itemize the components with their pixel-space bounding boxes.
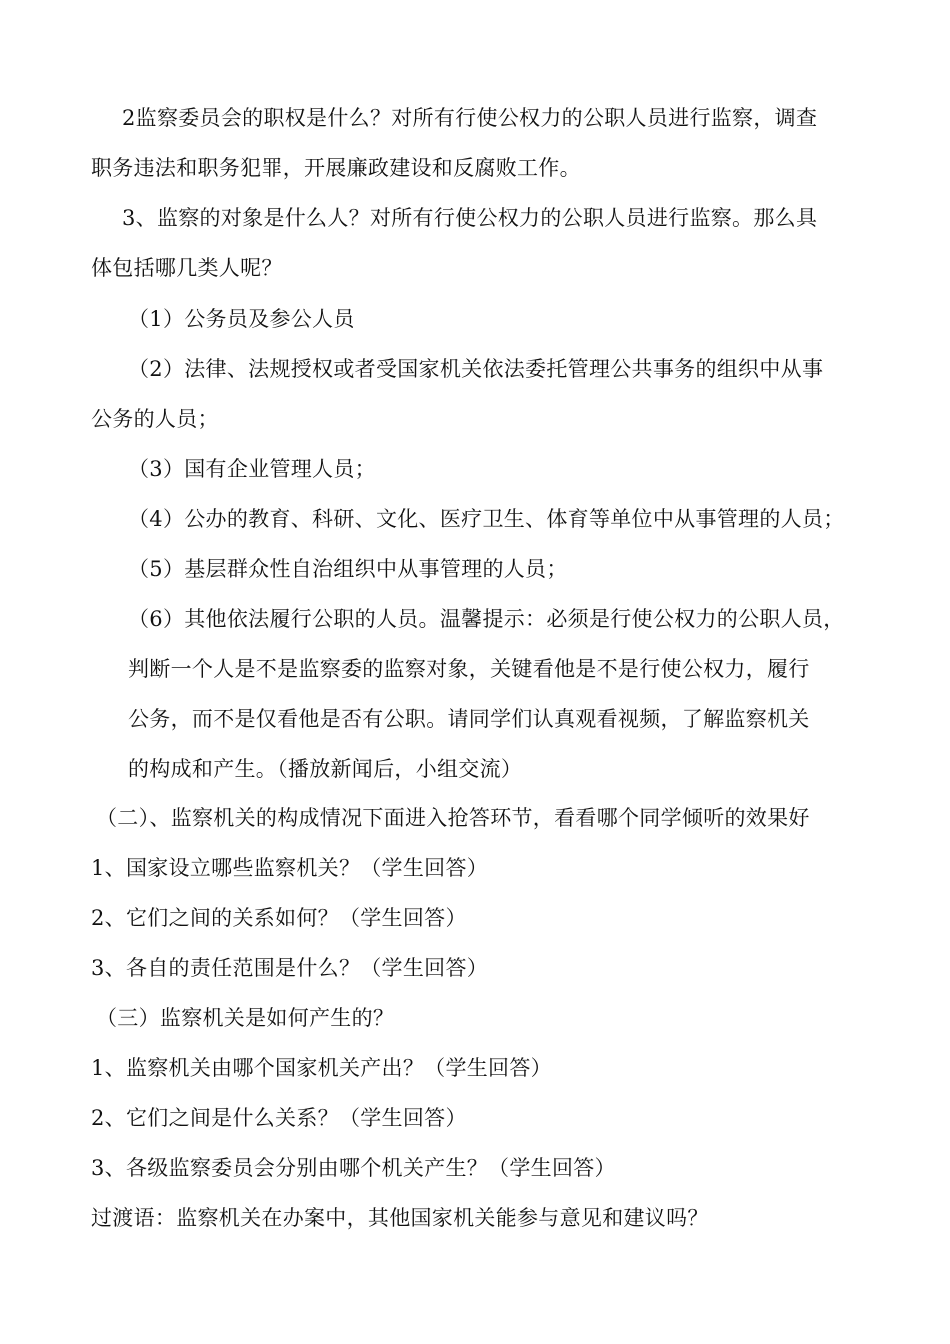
paragraph-line: 判断一个人是不是监察委的监察对象，关键看他是不是行使公权力，履行: [128, 657, 810, 681]
transition-sentence: 过渡语：监察机关在办案中，其他国家机关能参与意见和建议吗？: [91, 1206, 709, 1230]
list-item: （1）公务员及参公人员: [128, 307, 355, 331]
question-item: 2、它们之间的关系如何？（学生回答）: [91, 906, 467, 930]
paragraph-line: 公务，而不是仅看他是否有公职。请同学们认真观看视频，了解监察机关: [128, 707, 810, 731]
paragraph-line: 职务违法和职务犯罪，开展廉政建设和反腐败工作。: [91, 156, 581, 180]
question-item: 3、各级监察委员会分别由哪个机关产生？（学生回答）: [91, 1156, 616, 1180]
section-heading: （三）监察机关是如何产生的？: [96, 1006, 395, 1030]
list-item: （6）其他依法履行公职的人员。温馨提示：必须是行使公权力的公职人员，: [128, 607, 845, 631]
paragraph-line: 2监察委员会的职权是什么？对所有行使公权力的公职人员进行监察，调查: [122, 106, 818, 130]
question-item: 2、它们之间是什么关系？（学生回答）: [91, 1106, 467, 1130]
section-heading: （二）、监察机关的构成情况下面进入抢答环节，看看哪个同学倾听的效果好: [96, 806, 810, 830]
question-item: 1、国家设立哪些监察机关？（学生回答）: [91, 856, 489, 880]
paragraph-line: 的构成和产生。（播放新闻后，小组交流）: [128, 757, 523, 781]
question-item: 1、监察机关由哪个国家机关产出？（学生回答）: [91, 1056, 552, 1080]
question-item: 3、各自的责任范围是什么？（学生回答）: [91, 956, 489, 980]
paragraph-line: 体包括哪几类人呢？: [91, 256, 283, 280]
list-item: （4）公办的教育、科研、文化、医疗卫生、体育等单位中从事管理的人员；: [128, 507, 845, 531]
paragraph-line: 公务的人员；: [91, 407, 219, 431]
list-item: （3）国有企业管理人员；: [128, 457, 376, 481]
list-item: （5）基层群众性自治组织中从事管理的人员；: [128, 557, 568, 581]
list-item: （2）法律、法规授权或者受国家机关依法委托管理公共事务的组织中从事: [128, 357, 824, 381]
paragraph-line: 3、监察的对象是什么人？对所有行使公权力的公职人员进行监察。那么具: [122, 206, 818, 230]
